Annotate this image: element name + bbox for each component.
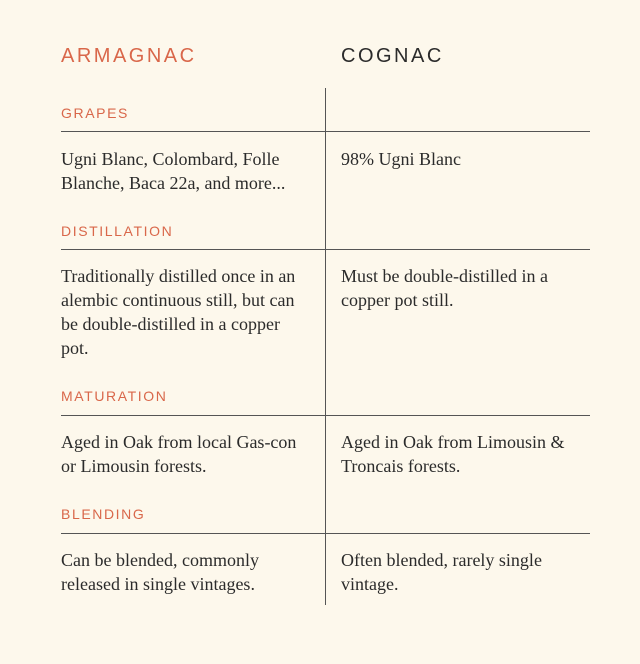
armagnac-column-header: ARMAGNAC <box>61 45 197 67</box>
cognac-maturation-text: Aged in Oak from Limousin & Troncais forests. <box>341 432 565 476</box>
armagnac-maturation-text: Aged in Oak from local Gas-con or Limousin forests. <box>61 432 297 476</box>
row-divider <box>61 249 590 250</box>
armagnac-grapes-text: Ugni Blanc, Colombard, Folle Blanche, Baca 22a, and more... <box>61 149 286 193</box>
section-label-distillation: DISTILLATION <box>61 223 174 239</box>
cognac-grapes-text: 98% Ugni Blanc <box>341 149 461 169</box>
row-divider <box>61 131 590 132</box>
section-label-maturation: MATURATION <box>61 388 168 404</box>
row-divider <box>61 415 590 416</box>
armagnac-distillation-text: Traditionally distilled once in an alembic continuous still, but can be double-distilled in a copper pot. <box>61 266 296 358</box>
cognac-blending-text: Often blended, rarely single vintage. <box>341 550 542 594</box>
section-label-grapes: GRAPES <box>61 105 129 121</box>
armagnac-blending-text: Can be blended, commonly released in single vintages. <box>61 550 259 594</box>
row-divider <box>61 533 590 534</box>
column-divider <box>325 88 326 605</box>
section-label-blending: BLENDING <box>61 506 146 522</box>
cognac-column-header: COGNAC <box>341 45 444 67</box>
cognac-distillation-text: Must be double-distilled in a copper pot still. <box>341 266 548 310</box>
